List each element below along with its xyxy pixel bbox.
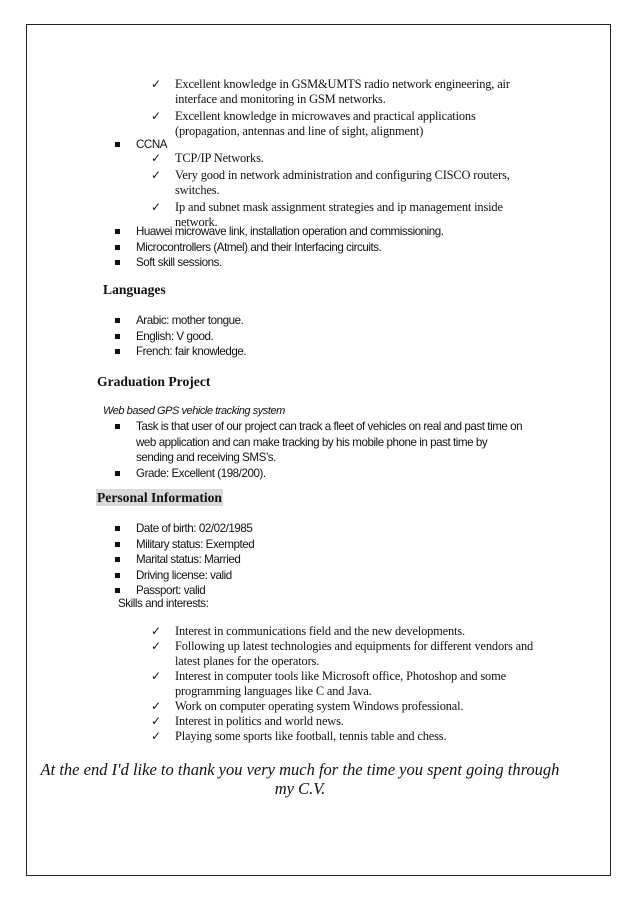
square-bullet-icon [115, 229, 120, 234]
ccna-skills-list [151, 151, 536, 230]
list-item-text: Date of birth: 02/02/1985 [136, 522, 253, 535]
square-bullet-icon [115, 471, 120, 476]
list-item [114, 313, 414, 329]
list-item [151, 714, 541, 729]
list-item-text: Passport: valid [136, 584, 206, 597]
graduation-heading: Graduation Project [97, 374, 211, 389]
square-bullet-icon [115, 318, 120, 323]
list-item-text: English: V good. [136, 329, 214, 343]
top-skills-list [151, 77, 536, 139]
square-bullet-icon [115, 424, 120, 429]
list-item [114, 521, 414, 537]
list-item-text: Following up latest technologies and equipments for different vendors and latest planes for the operators. [175, 639, 534, 668]
square-bullet-icon [115, 573, 120, 578]
list-item-text: French: fair knowledge. [136, 345, 247, 358]
list-item-text: Playing some sports like football, tennis table and chess. [175, 729, 447, 743]
list-item-text: Driving license: valid [136, 568, 232, 582]
list-item [114, 224, 534, 240]
square-bullet-icon [115, 260, 120, 265]
list-item-text: Arabic: mother tongue. [136, 314, 244, 327]
check-icon: ✓ [151, 109, 161, 123]
list-item [114, 329, 414, 345]
list-item-text: Ip and subnet mask assignment strategies and ip management inside network. [175, 200, 503, 229]
check-icon: ✓ [151, 714, 161, 728]
graduation-list [114, 419, 526, 481]
check-icon: ✓ [151, 669, 161, 683]
list-item-text: Microcontrollers (Atmel) and their Interfacing circuits. [136, 240, 382, 254]
square-bullet-icon [115, 557, 120, 562]
square-bullet-icon [115, 142, 120, 147]
closing-statement: At the end I'd like to thank you very much for the time you spent going through my C.V. [40, 760, 560, 798]
list-item-text: Interest in computer tools like Microsoft office, Photoshop and some programming languages like C and Java. [175, 669, 506, 698]
list-item-text: Task is that user of our project can track a fleet of vehicles on real and past time on web application and can make tracking by his mobile phone in past time by sending and receiving SMS’s. [136, 420, 523, 464]
list-item [151, 109, 536, 139]
courses-list [114, 224, 534, 271]
graduation-subtitle: Web based GPS vehicle tracking system [103, 405, 285, 417]
skills-label: Skills and interests: [118, 597, 209, 610]
list-item-text: Military status: Exempted [136, 537, 255, 551]
list-item [151, 77, 536, 107]
languages-heading: Languages [103, 282, 166, 297]
list-item-text: Interest in politics and world news. [175, 714, 344, 728]
list-item-text: Soft skill sessions. [136, 256, 222, 269]
list-item [151, 168, 536, 198]
list-item [151, 151, 536, 166]
square-bullet-icon [115, 526, 120, 531]
list-item-text: Interest in communications field and the new developments. [175, 624, 465, 638]
list-item-text: TCP/IP Networks. [175, 151, 264, 165]
list-item [114, 419, 526, 466]
square-bullet-icon [115, 349, 120, 354]
check-icon: ✓ [151, 200, 161, 214]
list-item [151, 639, 541, 669]
list-item [114, 255, 534, 271]
skills-list [151, 624, 541, 744]
check-icon: ✓ [151, 168, 161, 182]
list-item [151, 624, 541, 639]
check-icon: ✓ [151, 77, 161, 91]
check-icon: ✓ [151, 729, 161, 743]
list-item [114, 240, 534, 256]
personal-heading [96, 490, 223, 506]
personal-heading-text: Personal Information [97, 490, 222, 505]
list-item [151, 669, 541, 699]
square-bullet-icon [115, 588, 120, 593]
list-item-text: Very good in network administration and configuring CISCO routers, switches. [175, 168, 510, 197]
ccna-label: CCNA [136, 138, 168, 151]
list-item-text: Excellent knowledge in microwaves and practical applications (propagation, antennas and line of sight, alignment) [175, 109, 476, 138]
check-icon: ✓ [151, 699, 161, 713]
languages-list [114, 313, 414, 360]
list-item [114, 344, 414, 360]
list-item [114, 466, 526, 482]
square-bullet-icon [115, 542, 120, 547]
list-item-text: Marital status: Married [136, 553, 241, 566]
list-item [151, 699, 541, 714]
list-item-text: Huawei microwave link, installation operation and commissioning. [136, 225, 444, 238]
list-item [114, 568, 414, 584]
check-icon: ✓ [151, 151, 161, 165]
list-item-text: Excellent knowledge in GSM&UMTS radio network engineering, air interface and monitoring in GSM networks. [175, 77, 510, 106]
list-item-text: Work on computer operating system Windows professional. [175, 699, 464, 713]
list-item-text: Grade: Excellent (198/200). [136, 466, 266, 480]
square-bullet-icon [115, 334, 120, 339]
check-icon: ✓ [151, 624, 161, 638]
list-item [114, 552, 414, 568]
list-item [151, 729, 541, 744]
check-icon: ✓ [151, 639, 161, 653]
personal-list [114, 521, 414, 599]
list-item [114, 537, 414, 553]
square-bullet-icon [115, 245, 120, 250]
